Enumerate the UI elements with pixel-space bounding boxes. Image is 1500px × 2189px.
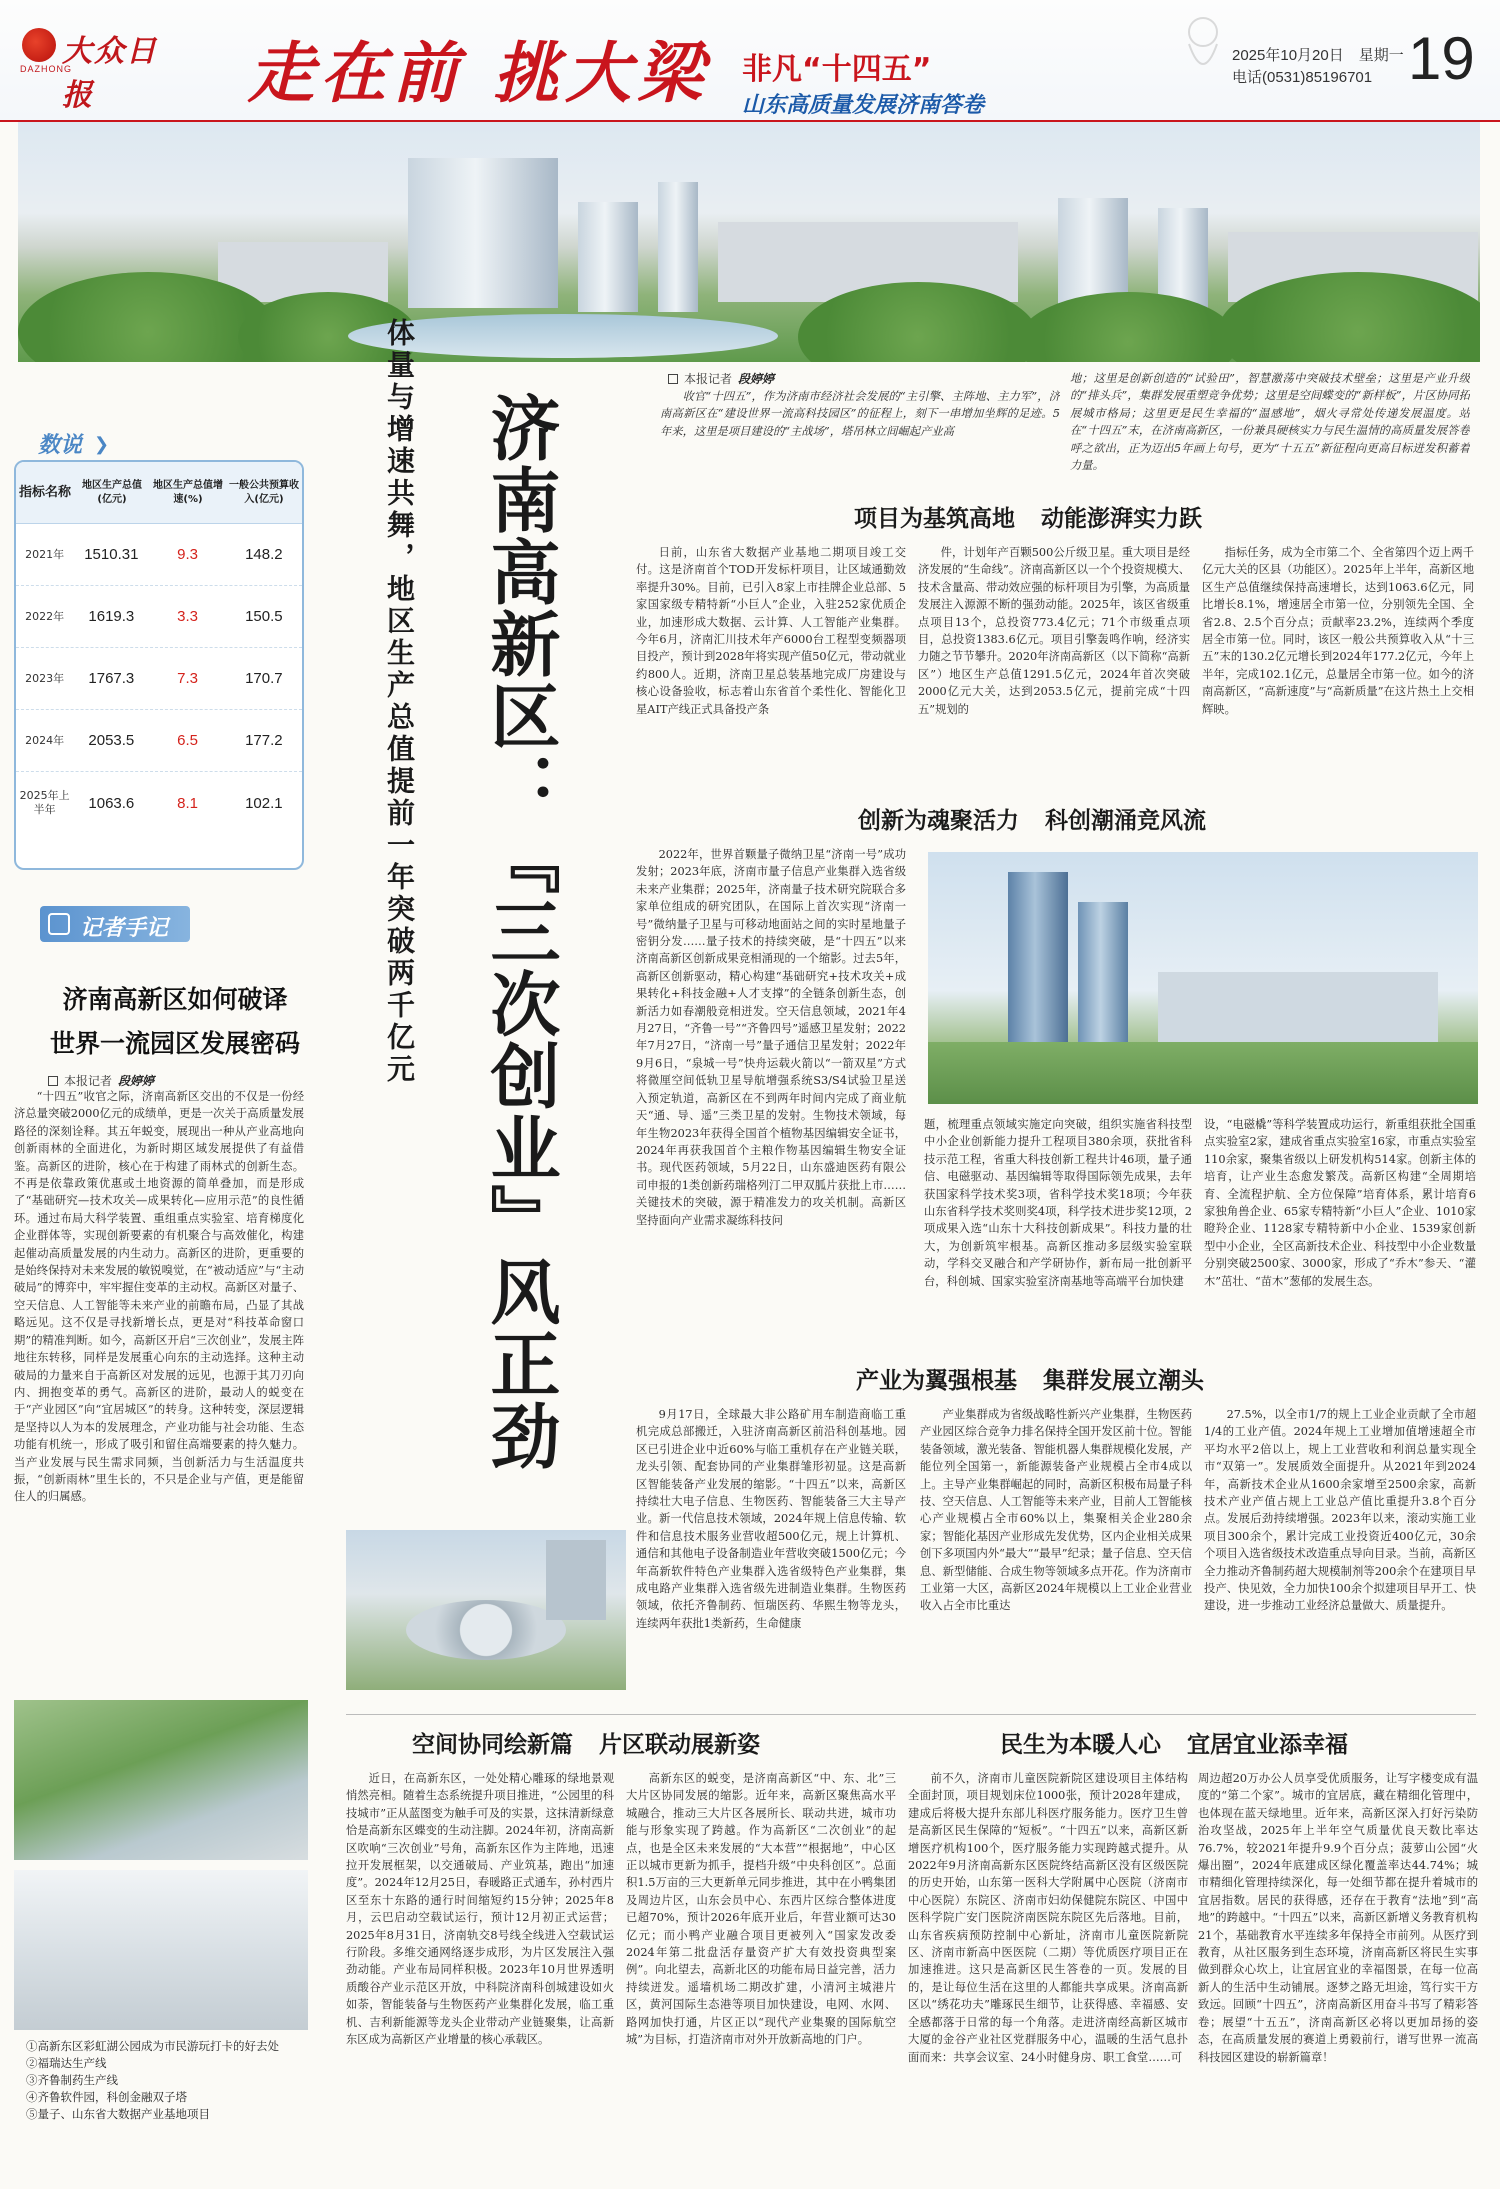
main-byline <box>668 370 774 387</box>
logo-name: 大众日报 <box>62 34 158 113</box>
section2-col3: 设，“电磁橇”等科学装置成功运行，新重组获批全国重点实验室2家，建成省重点实验室16家，市重点实验室110余家，聚集省级以上研发机构514家。创新主体的培育，让产业生态愈发繁茂。高新区构建“全周期培育、全流程护航、全方位保障”培育体系，累计培育6家独角兽企业、65家专精特新“小巨人”企业、1010家瞪羚企业、1128家专精特新中小企业、1539家创新型中小企业，全区高新技术企业、科技型中小企业数量分别突破2500家、3000家，形成了“乔木”参天、“灌木”茁壮、“苗木”葱郁的发展生态。 <box>1204 1118 1476 1288</box>
row-gdp: 1510.31 <box>84 546 139 563</box>
section1-col3: 指标任务，成为全市第二个、全省第四个迈上两千亿元大关的区县（功能区）。2025年上半年，高新区地区生产总值继续保持高速增长，达到1063.6亿元，同比增长8.1%，增速居全市第一位，分别领先全国、全省2.8、2.5个百分点；贡献率23.2%，连续两个季度居全市第一位。同时，该区一般公共预算收入从“十三五”末的130.2亿元增长到2024年177.2亿元，今年上半年，完成102.1亿元，总量居全市第一位。如今的济南高新区，“高新速度”与“高新质量”在这片热土上交相辉映。 <box>1202 546 1474 716</box>
row-revenue: 170.7 <box>245 670 283 687</box>
caption-item: ①高新东区彩虹湖公园成为市民游玩打卡的好去处 <box>26 2039 279 2053</box>
row-gdp: 1619.3 <box>88 608 135 625</box>
section2-title-a: 创新为魂聚活力 <box>858 808 1019 834</box>
table-row <box>16 772 302 834</box>
section2-col1: 2022年，世界首颗量子微纳卫星“济南一号”成功发射；2023年底，济南市量子信息产业集群入选省级未来产业集群；2025年，济南量子技术研究院联合多家单位组成的研究团队，在国际上首次实现“济南一号”微纳量子卫星与可移动地面站之间的实时星地量子密钥分发……量子技术的持续突破，是“十四五”以来济南高新区创新成果竞相涌现的一个缩影。过去5年，高新区创新驱动，精心构建“基础研究+技术攻关+成果转化+科技金融+人才支撑”的全链条创新生态，创新活力如春潮般竞相迸发。空天信息领域，2021年4月27日，“齐鲁一号”“齐鲁四号”遥感卫星发射；2022年7月27日，“济南一号”量子通信卫星发射；2022年9月6日，“泉城一号”快舟运载火箭以“一箭双星”方式将微厘空间低轨卫星导航增强系统S3/S4试验卫星送入预定轨道，高新区在不到两年时间内完成了商业航天“通、导、遥”三类卫星的发射。生物技术领域，每年生物2023年获得全国首个植物基因编辑安全证书，2024年再获我国首个主粮作物基因编辑生物安全证书。现代医药领域，5月22日，山东盛迪医药有限公司申报的1类创新药瑞格列汀二甲双胍片获批上市……关键技术的突破，源于精准发力的攻关机制。高新区坚持面向产业需求凝练科技问 <box>636 848 906 1227</box>
headline-main[interactable]: 济南高新区：『三次创业』风正劲 <box>479 392 561 1472</box>
note-body: “十四五”收官之际，济南高新区交出的不仅是一份经济总量突破2000亿元的成绩单，更是一次关于高质量发展路径的深刻诠释。其五年蜕变，展现出一种从产业高地向创新雨林的全面进化，为新时期区域发展提供了有益借鉴。高新区的进阶，核心在于构建了雨林式的创新生态。不再是依靠政策优惠或土地资源的简单叠加，而是形成了“基础研究—技术攻关—成果转化—应用示范”的良性循环。通过布局大科学装置、重组重点实验室、培育梯度化企业群体等，实现创新要素的有机聚合与高效催化，构建起催动高质量发展的内生动力。高新区的进阶，更重要的是始终保持对未来发展的敏锐嗅觉，在“被动适应”与“主动破局”的博弈中，牢牢握住变革的主动权。高新区对量子、空天信息、人工智能等未来产业的前瞻布局，凸显了其战略远见。这不仅是寻找新增长点，更是对“科技革命窗口期”的精准判断。如今，高新区开启“三次创业”，发展主阵地往东转移，同样是发展重心向东的主动选择。这种主动破局的力量来自于高新区对发展的远见，也源于其刀刃向内、拥抱变革的勇气。高新区的进阶，最动人的蜕变在于“产业园区”向“宜居城区”的转身。这种转变，深层逻辑是坚持以人为本的发展理念，产业功能与社会功能、生态功能有机统一，形成了吸引和留住高端要素的持久魅力。当产业发展与民生需求同频，当创新活力与生活温度共振，“创新雨林”里生长的，不只是企业与产值，更是能留住人的归属感。 <box>14 1090 304 1504</box>
row-revenue: 177.2 <box>245 732 283 749</box>
section1-col1: 日前，山东省大数据产业基地二期项目竣工交付。这是济南首个TOD开发标杆项目，让区域通勤效率提升30%。目前，已引入8家上市挂牌企业总部、5家国家级专精特新“小巨人”企业，入驻252家优质企业，加速形成大数据、云计算、人工智能产业集群。今年6月，济南汇川技术年产6000台工程型变频器项目投产，预计到2028年将实现产值50亿元，带动就业约800人。近期，济南卫星总装基地完成厂房建设与核心设备验收，标志着山东省首个柔性化、智能化卫星AIT产线正式具备投产条 <box>636 546 906 716</box>
section-divider <box>346 1714 1476 1715</box>
caption-item: ③齐鲁制药生产线 <box>26 2073 118 2087</box>
row-gdp: 1767.3 <box>88 670 135 687</box>
section1-heading <box>854 500 1202 533</box>
issue-date: 2025年10月20日 星期一 <box>1232 47 1404 64</box>
byline-name: 段婷婷 <box>118 1074 155 1088</box>
series-subtitle: 山东高质量发展济南答卷 <box>742 93 985 118</box>
section3-heading <box>856 1362 1204 1395</box>
row-year: 2024年 <box>25 733 65 747</box>
headline-subtitle[interactable]: 体量与增速共舞，地区生产总值提前一年突破两千亿元 <box>383 318 416 1086</box>
row-gdp: 1063.6 <box>88 794 135 812</box>
chevron-right-icon: ❯ <box>94 434 110 455</box>
section5-col1: 前不久，济南市儿童医院新院区建设项目主体结构全面封顶，项目规划床位1000张，预计2028年建成，建成后将极大提升东部儿科医疗服务能力。医疗卫生曾是高新区民生保障的“短板”。“十四五”以来，高新区新增医疗机构100个，医疗服务能力实现跨越式提升。从2022年9月济南高新东区医院终结高新区没有区级医院的历史开始，山东第一医科大学附属中心医院（济南市中心医院）东院区、济南市妇幼保健院东院区、中国中医科学院广安门医院济南医院东院区先后落地。目前，山东省疾病预防控制中心新址，济南市儿童医院新院区、济南市新高中医医院（二期）等优质医疗项目正在加速推进。这只是高新区民生答卷的一页。发展的目的，是让每位生活在这里的人都能共享成果。济南高新区以“绣花功夫”雕琢民生细节，让获得感、幸福感、安全感都落于日常的每一个角落。走进济南经高新区城市大厦的金谷产业社区党群服务中心，温暖的生活气息扑面而来：共享会议室、24小时健身房、职工食堂……可 <box>908 1772 1188 2064</box>
header-revenue: 一般公共预算收入(亿元) <box>229 479 299 505</box>
note-title-line2[interactable]: 世界一流园区发展密码 <box>49 1029 300 1058</box>
page-number: 19 <box>1408 25 1475 92</box>
section3-title-a: 产业为翼强根基 <box>856 1368 1017 1394</box>
sun-logo-icon <box>22 28 56 62</box>
photo-captions <box>26 2038 326 2123</box>
row-year: 2025年上半年 <box>19 789 70 816</box>
row-growth: 7.3 <box>177 670 199 687</box>
photo-big-data-base[interactable] <box>346 1530 626 1690</box>
caption-item: ④齐鲁软件园，科创金融双子塔 <box>26 2090 187 2104</box>
section5-title-b: 宜居宜业添幸福 <box>1187 1732 1348 1758</box>
logo-pinyin: DAZHONG <box>20 64 72 74</box>
table-row <box>16 648 302 710</box>
section1-title-a: 项目为基筑高地 <box>854 506 1015 532</box>
intro-col1: 收官“十四五”，作为济南市经济社会发展的“主引擎、主阵地、主力军”，济南高新区在“建设世界一流高科技园区”的征程上，刻下一串增加坐辉的足迹。5年来，这里是项目建设的“主战场”，塔吊林立间崛起产业高 <box>660 390 1060 438</box>
section4-heading <box>412 1726 760 1759</box>
series-title: 非凡“十四五” <box>742 52 932 87</box>
mascot-icon <box>1180 14 1226 84</box>
column-title: 走在前 挑大梁 <box>248 34 709 112</box>
section5-col2: 周边超20万办公人员享受优质服务，让写字楼变成有温度的“第二个家”。城市的宜居底，藏在精细化管理中，也体现在蓝天绿地里。近年来，高新区深入打好污染防治攻坚战，2025年上半年空气质量优良天数比率达76.7%，较2021年提升9.9个百分点；菠萝山公园“火爆出圈”，2024年底建成区绿化覆盖率达44.74%；城市精细化管理持续深化，每一处细节都在提升着城市的宜居指数。居民的获得感，还存在于教育“法地”到“高地”的跨越中。“十四五”以来，高新区新增义务教育机构21个，基础教育水平连续多年保持全市前列。从医疗到教育，从社区服务到生态环境，济南高新区将民生实事做到群众心坎上，让宜居宜业的幸福图景，在每一位高新人的生活中生动铺展。逐梦之路无坦途，笃行实干方致远。回顾“十四五”，济南高新区用奋斗书写了精彩答卷；展望“十五五”，济南高新区必将以更加昂扬的姿态，在高质量发展的赛道上勇毅前行，谱写世界一流高科技园区建设的崭新篇章！ <box>1198 1772 1478 2064</box>
byline-label: 本报记者 <box>64 1074 113 1088</box>
row-revenue: 148.2 <box>245 546 283 563</box>
table-header <box>16 462 302 524</box>
square-bullet-icon <box>48 1076 58 1086</box>
section1-title-b: 动能澎湃实力跃 <box>1041 506 1202 532</box>
note-byline <box>48 1072 154 1089</box>
newspaper-logo[interactable] <box>18 22 188 113</box>
section2-title-b: 科创潮涌竞风流 <box>1045 808 1206 834</box>
section2-heading <box>858 802 1206 835</box>
section3-col1: 9月17日，全球最大非公路矿用车制造商临工重机完成总部搬迁，入驻济南高新区前沿科创基地。园区已引进企业中近60%与临工重机存在产业链关联，龙头引领、配套协同的产业集群雏形初显。这是高新区智能装备产业发展的缩影。“十四五”以来，高新区持续壮大电子信息、生物医药、智能装备三大主导产业。新一代信息技术领域，2024年规上信息传输、软件和信息技术服务业营收超500亿元，规上计算机、通信和其他电子设备制造业年营收突破1500亿元；今年高新软件特色产业集群入选省级特色产业集群，集成电路产业集群入选省级先进制造业集群。生物医药领域，依托齐鲁制药、恒瑞医药、华熙生物等龙头，连续两年获批1类新药，生命健康 <box>636 1408 906 1630</box>
hero-photo-skyline[interactable] <box>18 122 1480 362</box>
header-gdp: 地区生产总值(亿元) <box>82 479 142 505</box>
row-growth: 8.1 <box>177 794 199 812</box>
row-growth: 6.5 <box>177 732 199 749</box>
caption-item: ⑤量子、山东省大数据产业基地项目 <box>26 2107 210 2121</box>
section4-title-a: 空间协同绘新篇 <box>412 1732 573 1758</box>
row-year: 2022年 <box>25 609 65 623</box>
header-indicator: 指标名称 <box>18 484 71 500</box>
byline-name: 段婷婷 <box>738 372 775 386</box>
table-row <box>16 710 302 772</box>
row-growth: 9.3 <box>177 546 199 563</box>
photo-software-park-towers[interactable] <box>928 852 1478 1104</box>
economic-data-table <box>14 460 304 870</box>
photo-rainbow-lake-park[interactable] <box>14 1700 308 1860</box>
section4-col1: 近日，在高新东区，一处处精心雕琢的绿地景观悄然亮相。随着生态系统提升项目推进，“公园里的科技城市”正从蓝图变为触手可及的实景，这抹清新绿意恰是高新东区蝶变的生动注脚。2024年初，济南高新区吹响“三次创业”号角，高新东区作为主阵地，迅速拉开发展框架，以交通破局、产业筑基，跑出“加速度”。2024年12月25日，春暖路正式通车，孙村西片区至东十东路的通行时间缩短约15分钟；2025年8月，云巴启动空载试运行，预计12月初正式运营；2025年8月31日，济南轨交8号线全线进入空载试运行阶段。多维交通网络逐步成形，为片区发展注入强劲动能。产业布局同样积极。2023年10月世界透明质酸谷产业示范区开放，中科院济南科创城建设如火如荼，智能装备与生物医药产业集群化发展，临工重机、吉利新能源等龙头企业带动产业链聚集，让高新东区成为高新区产业增量的核心承载区。 <box>346 1772 614 2047</box>
section3-col2: 产业集群成为省级战略性新兴产业集群，生物医药产业园区综合竞争力排名保持全国开发区前十位。智能装备领域，激光装备、智能机器人集群规模化发展，产能位列全国第一，新能源装备产业规模占全市4成以上。主导产业集群崛起的同时，高新区积极布局量子科技、空天信息、人工智能等未来产业，目前人工智能核心产业规模占全市60%以上，集聚相关企业280余家；智能化基因产业形成先发优势，区内企业相关成果创下多项国内外“最大”“最早”纪录；量子信息、空天信息、新型储能、合成生物等领域多点开花。作为济南市工业第一大区，高新区2024年规模以上工业企业营业收入占全市比重达 <box>920 1408 1192 1613</box>
row-year: 2023年 <box>25 671 65 685</box>
row-growth: 3.3 <box>177 608 199 625</box>
intro-col2: 地；这里是创新创造的“试验田”，智慧激荡中突破技术壁垒；这里是产业升级的“排头兵”，集群发展重塑竞争优势；这里是空间蝶变的“新样板”，片区协同拓展城市格局；这里更是民生幸福的“温感地”，烟火寻常处传递发展温度。站在“十四五”末，在济南高新区，一份兼具硬核实力与民生温情的高质量发展答卷呼之欲出，正为迈出5年画上句号，更为“十五五”新征程向更高目标迸发积蓄着力量。 <box>1070 372 1470 473</box>
row-revenue: 102.1 <box>245 794 283 812</box>
masthead <box>0 0 1500 120</box>
section5-title-a: 民生为本暖人心 <box>1000 1732 1161 1758</box>
row-revenue: 150.5 <box>245 608 283 625</box>
phone-number: 电话(0531)85196701 <box>1232 69 1373 86</box>
section1-col2: 件，计划年产百颗500公斤级卫星。重大项目是经济发展的“生命线”。济南高新区以一个个投资规模大、技术含量高、带动效应强的标杆项目为引擎，为高质量发展注入源源不断的强劲动能。2025年，该区省级重点项目13个，总投资773.4亿元；71个市级重点项目，总投资1383.6亿元。项目引擎轰鸣作响，经济实力随之节节攀升。2020年济南高新区（以下简称“高新区”）地区生产总值1291.5亿元，2024年首次突破2000亿元大关，达到2053.5亿元，提前完成“十四五”规划的 <box>918 546 1190 716</box>
table-row <box>16 586 302 648</box>
header-growth: 地区生产总值增速(%) <box>153 479 223 505</box>
photo-production-line[interactable] <box>14 1870 308 2030</box>
note-title-line1[interactable]: 济南高新区如何破译 <box>62 985 288 1014</box>
section5-heading <box>1000 1726 1348 1759</box>
section3-title-b: 集群发展立潮头 <box>1043 1368 1204 1394</box>
row-year: 2021年 <box>25 547 65 561</box>
badge-label: 记者手记 <box>80 916 169 941</box>
section4-title-b: 片区联动展新姿 <box>599 1732 760 1758</box>
square-bullet-icon <box>668 374 678 384</box>
pen-icon <box>48 913 70 935</box>
row-gdp: 2053.5 <box>88 732 135 749</box>
caption-item: ②福瑞达生产线 <box>26 2056 107 2070</box>
table-row <box>16 524 302 586</box>
section3-col3: 27.5%，以全市1/7的规上工业企业贡献了全市超1/4的工业产值。2024年规上工业增加值增速超全市平均水平2倍以上，规上工业营收和利润总量实现全市“双第一”。发展质效全面提升。从2021年到2024年，高新技术企业从1600余家增至2500余家，高新技术产业产值占规上工业总产值比重提升3.8个百分点。发展后劲持续增强。2023年以来，滚动实施工业项目300余个，累计完成工业投资近400亿元，30余个项目入选省级技术改造重点导向目录。当前，高新区全力推动齐鲁制药超大规模制剂等200余个在建项目早投产、快见效，全力加快100余个拟建项目早开工、快建设，进一步推动工业经济总量做大、质量提升。 <box>1204 1408 1476 1613</box>
section4-col2: 高新东区的蜕变，是济南高新区“中、东、北”三大片区协同发展的缩影。近年来，高新区聚焦高水平城融合，推动三大片区各展所长、联动共进，城市功能与形象实现了跨越。作为高新区“二次创业”的起点，也是全区未来发展的“大本营”“根据地”，中心区正以城市更新为抓手，提档升级“中央科创区”。总面积1.5万亩的三大更新单元同步推进，其中在小鸭集团及周边片区，山东会员中心、东西片区综合整体进度已超70%，预计2026年底开业后，年营业额可达30亿元；而小鸭产业融合项目更被列入“国家发改委2024年第二批盘活存量资产扩大有效投资典型案例”。向北望去，高新北区的功能布局日益完善，活力持续迸发。遥墙机场二期改扩建，小清河主城港片区，黄河国际生态港等项目加快建设，电网、水网、路网加快打通，片区正以“现代产业集聚的国际航空城”为目标，打造济南市对外开放新高地的门户。 <box>626 1772 896 2047</box>
byline-label: 本报记者 <box>684 372 733 386</box>
section2-col2: 题，梳理重点领域实施定向突破，组织实施省科技型中小企业创新能力提升工程项目380余项，获批省科技示范工程，省重大科技创新工程共计46项，量子通信、电磁驱动、基因编辑等取得国际领先成果，去年获国家科学技术奖3项，省科学技术奖18项；今年获山东省科学技术奖则奖4项，科学技术进步奖12项，2项成果入选“山东十大科技创新成果”。科技力量的壮大，为创新筑牢根基。高新区推动多层级实验室联动，学科交叉融合和产学研协作，新布局一批创新平台，科创城、国家实验室济南基地等高端平台加快建 <box>924 1118 1192 1288</box>
data-panel-label: 数说 <box>38 433 83 458</box>
reporter-note-badge <box>40 906 190 942</box>
